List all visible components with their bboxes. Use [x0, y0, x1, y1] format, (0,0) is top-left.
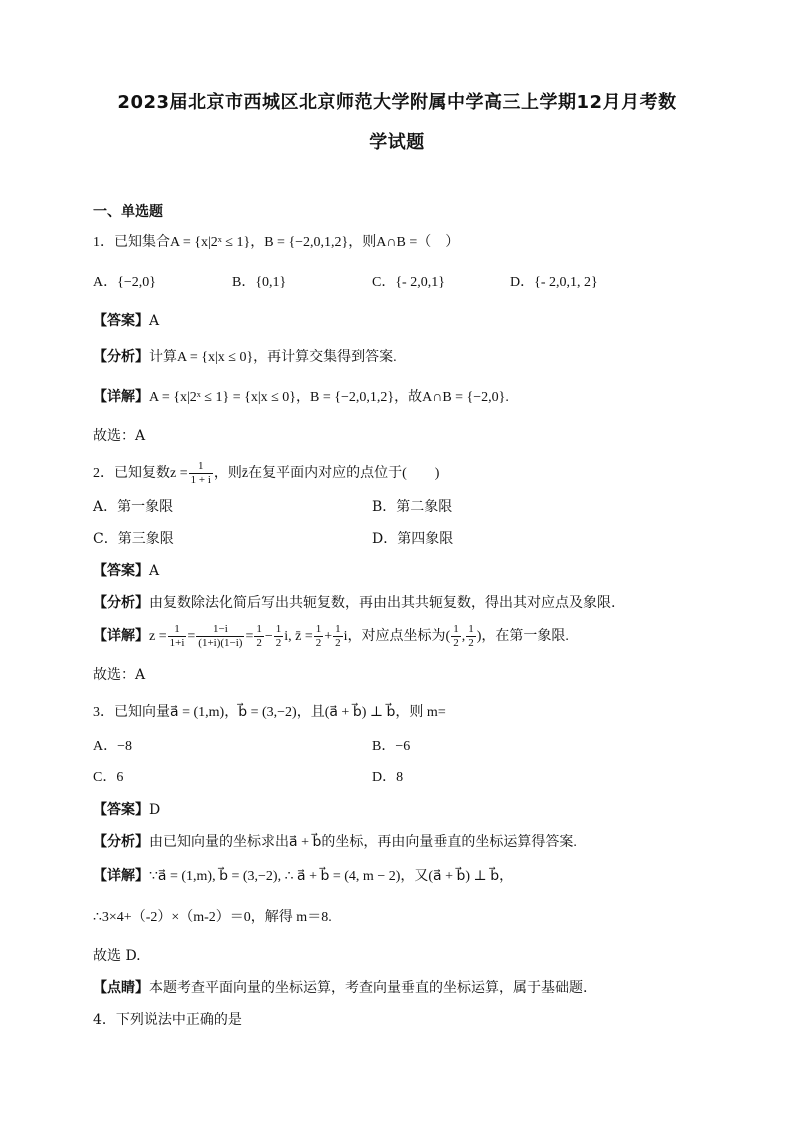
- q3-choice: 故选 D.: [93, 948, 141, 964]
- q3-detail: [93, 866, 513, 887]
- detail-fraction-7: [451, 623, 461, 650]
- fraction-denominator: 1+i: [169, 637, 185, 650]
- detail-text: ∵a⃗ = (1,m), b⃗ = (3,−2), ∴ a⃗ + b⃗ = (4, m − 2)，又(a⃗ + b⃗) ⊥ b⃗，: [149, 869, 514, 884]
- fraction-numerator: 1: [168, 623, 187, 637]
- q2-choice: 故选：A: [93, 667, 146, 683]
- fraction-denominator: (1+i)(1−i): [198, 637, 243, 650]
- detail-fraction-1: [168, 623, 187, 650]
- q3-option-c: C．6: [93, 770, 124, 785]
- fraction-numerator: 1: [335, 623, 341, 636]
- detail-z: z =: [149, 629, 167, 644]
- q2-stem-fraction: [189, 460, 213, 487]
- detail-tag: 【详解】: [93, 628, 149, 644]
- analysis-text: 由复数除法化简后写出共轭复数，再由出其共轭复数，得出其对应点及象限.: [149, 595, 616, 611]
- detail-end: )，在第一象限.: [476, 629, 569, 644]
- fraction-numerator: 1: [189, 460, 213, 474]
- analysis-text: 计算A = {x|x ≤ 0}，再计算交集得到答案.: [149, 350, 397, 365]
- q4-stem: 4．下列说法中正确的是: [93, 1012, 242, 1028]
- q2-detail: 【详解】z = $\frac{1}{1+i}$ = $\frac{1-i}{(1+i)(1-i)}$ = $\frac{1}{2}$ − $\frac{1}{2}$ i, z̄ = $\frac{1}{2}$ + $\frac{1}{2}$ i，对应点坐标为( $\frac{1}{2}$ , $\frac{1}{2}$ )，在第一象限.: [93, 623, 569, 650]
- q1-stem: 1．已知集合A = {x|2ˣ ≤ 1}，B = {−2,0,1,2}，则A∩B =（ ）: [93, 235, 460, 250]
- detail-text: A = {x|2ˣ ≤ 1} = {x|x ≤ 0}，B = {−2,0,1,2}，故A∩B = {−2,0}.: [149, 390, 509, 405]
- detail-fraction-4: [274, 623, 284, 650]
- q3-option-d: D．8: [372, 770, 404, 785]
- detail-fraction-5: [314, 623, 324, 650]
- q1-choice: 故选：A: [93, 428, 146, 444]
- answer-value: A: [149, 563, 160, 579]
- answer-tag: 【答案】: [93, 563, 149, 579]
- fraction-numerator: 1: [275, 623, 282, 636]
- detail-tail: i，对应点坐标为(: [343, 629, 451, 644]
- fraction-denominator: 2: [256, 637, 262, 650]
- q2-option-a: A．第一象限: [93, 499, 174, 515]
- detail-tag: 【详解】: [93, 868, 149, 884]
- fraction-numerator: 1−i: [196, 623, 244, 637]
- q2-option-b: B．第二象限: [372, 499, 453, 515]
- answer-tag: 【答案】: [93, 313, 149, 329]
- fraction-denominator: 2: [468, 637, 474, 650]
- fraction-numerator: 1: [256, 623, 262, 636]
- analysis-tag: 【分析】: [93, 349, 149, 365]
- q2-option-d: D．第四象限: [372, 531, 454, 547]
- answer-value: D: [149, 802, 161, 818]
- q1-answer: [93, 311, 159, 331]
- fraction-numerator: 1: [315, 623, 322, 636]
- q1-detail: [93, 387, 509, 408]
- q3-option-a: A．−8: [93, 739, 133, 754]
- q1-option-b: B．{0,1}: [232, 275, 287, 290]
- q3-stem: 3．已知向量a⃗ = (1,m)，b⃗ = (3,−2)，且(a⃗ + b⃗) ⊥ b⃗，则 m=: [93, 705, 446, 720]
- section-heading: 一、单选题: [93, 204, 163, 220]
- q3-analysis: [93, 832, 577, 853]
- fraction-denominator: 2: [275, 637, 282, 650]
- answer-tag: 【答案】: [93, 802, 149, 818]
- q2-stem-pre: 2．已知复数z =: [93, 466, 188, 481]
- q2-analysis: [93, 593, 615, 613]
- detail-fraction-3: [254, 623, 264, 650]
- fraction-numerator: 1: [453, 623, 459, 636]
- doc-title-line2: 学试题: [369, 132, 425, 153]
- q3-comment: [93, 978, 587, 998]
- q1-option-a: A．{−2,0}: [93, 275, 156, 290]
- fraction-denominator: 2: [335, 637, 341, 650]
- detail-mid: i, z̄ =: [284, 629, 313, 644]
- doc-title-line1: 2023届北京市西城区北京师范大学附属中学高三上学期12月月考数: [117, 92, 677, 113]
- detail-tag: 【详解】: [93, 389, 149, 405]
- detail-fraction-8: [466, 623, 476, 650]
- q2-stem-post: ，则z̄在复平面内对应的点位于( ): [213, 466, 440, 481]
- fraction-denominator: 2: [315, 637, 322, 650]
- q1-option-c: C．{- 2,0,1}: [372, 275, 445, 290]
- fraction-numerator: 1: [468, 623, 474, 636]
- q2-answer: [93, 561, 159, 581]
- fraction-denominator: 2: [453, 637, 459, 650]
- analysis-tag: 【分析】: [93, 834, 149, 850]
- q2-option-c: C．第三象限: [93, 531, 174, 547]
- comment-text: 本题考查平面向量的坐标运算，考查向量垂直的坐标运算，属于基础题.: [149, 980, 588, 996]
- fraction-denominator: 1 + i: [190, 474, 211, 487]
- q2-stem: [93, 458, 439, 490]
- analysis-tag: 【分析】: [93, 595, 149, 611]
- detail-fraction-6: [333, 623, 343, 650]
- q3-calc: ∴3×4+（-2）×（m-2）＝0，解得 m＝8.: [93, 910, 332, 925]
- detail-fraction-2: [196, 623, 244, 650]
- analysis-text: 由已知向量的坐标求出a⃗ + b⃗的坐标，再由向量垂直的坐标运算得答案.: [149, 835, 577, 850]
- q1-analysis: [93, 347, 397, 368]
- q3-option-b: B．−6: [372, 739, 411, 754]
- answer-value: A: [149, 313, 160, 329]
- q1-option-d: D．{- 2,0,1, 2}: [510, 275, 598, 290]
- q3-answer: [93, 800, 160, 820]
- comment-tag: 【点睛】: [93, 980, 149, 996]
